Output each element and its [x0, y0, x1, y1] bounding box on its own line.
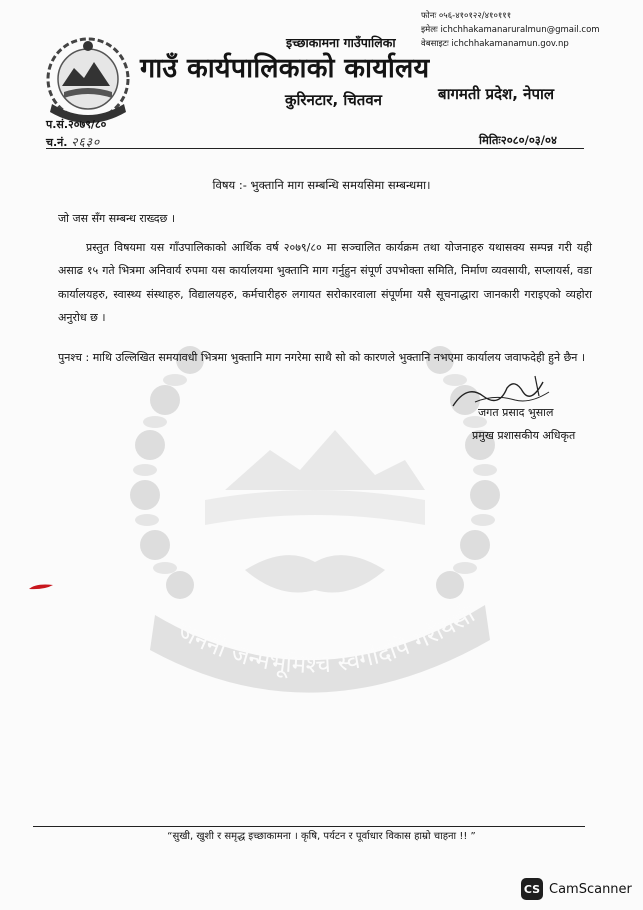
camscanner-logo-icon: CS: [521, 878, 543, 900]
footer-slogan: “सुखी, खुशी र समृद्ध इच्छाकामना । कृषि, पर्यटन र पूर्वाधार विकास हाम्रो चाहना !! ”: [167, 831, 476, 842]
camscanner-label: CamScanner: [549, 881, 632, 897]
contact-website: वेबसाइटः ichchhakamanamun.gov.np: [421, 39, 569, 49]
salutation: जो जस सँग सम्बन्ध राख्दछ ।: [58, 212, 176, 225]
signatory-title: प्रमुख प्रशासकीय अधिकृत: [472, 429, 576, 442]
letter-body: प्रस्तुत विषयमा यस गाँउपालिकाको आर्थिक वर्ष २०७९/८० मा सञ्चालित कार्यक्रम तथा योजनाहरु यथासक्य सम्पन्न गरी यही असाढ १५ गते भित्रमा अनिवार्य रुपमा यस कार्यालयमा भुक्तानि माग गर्नुहुन संपूर्ण उपभोक्ता समिति, निर्माण व्यवसायी, सप्लायर्स, वडा कार्यालयहरु, स्वास्थ्य संस्थाहरु, विद्यालयहरु, कर्मचारीहरु लगायत सरोकारवाला संपूर्णमा यसै सूचनाद्धारा जानकारी गराइएको व्यहोरा अनुरोध छ ।: [58, 241, 592, 325]
camscanner-watermark: [521, 878, 632, 900]
postscript: पुनश्च : माथि उल्लिखित समयावधी भित्रमा भुक्तानि माग नगरेमा साथै सो को कारणले भुक्तानि नभएमा कार्यालय जवाफदेही हुने छैन ।: [58, 351, 586, 364]
red-ink-mark: [28, 582, 54, 592]
dispatch-value: २६३०: [71, 135, 101, 149]
office-location: कुरिनटार, चितवन: [285, 91, 382, 109]
office-title: गाउँ कार्यपालिकाको कार्यालय: [140, 53, 430, 84]
footer-divider: [33, 826, 585, 827]
dispatch-label: च.नं.: [46, 136, 68, 149]
letter-date: मितिः२०८०/०३/०४: [479, 133, 557, 147]
watermark-motto: जननी जन्मभूमिश्च स्वर्गादपि गरीयसी: [173, 600, 480, 679]
letter-subject: विषय :- भुक्तानि माग सम्बन्धि समयसिमा सम्बन्धमा।: [212, 178, 431, 192]
emblem-logo: [40, 34, 136, 124]
signatory-name: जगत प्रसाद भुसाल: [478, 406, 554, 419]
header-divider: [46, 148, 584, 149]
contact-phone: फोनः ०५६-४१०१२२/४१०१११: [421, 11, 512, 21]
province-name: बागमती प्रदेश, नेपाल: [438, 85, 555, 103]
contact-email: इमेलः ichchhakamanaruralmun@gmail.com: [421, 25, 600, 35]
municipality-name: इच्छाकामना गाउँपालिका: [286, 35, 396, 50]
letter-number: प.सं.२०७९/८०: [46, 118, 107, 131]
